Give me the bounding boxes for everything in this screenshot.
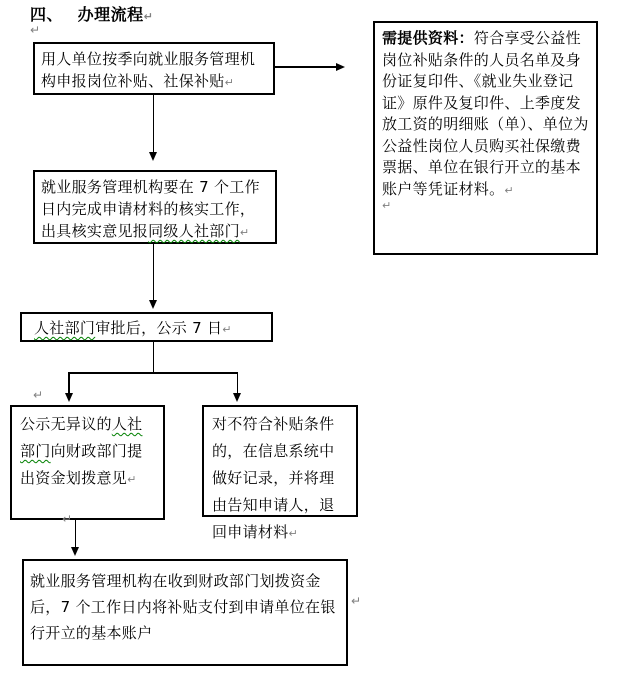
title-text: 办理流程 <box>77 5 144 24</box>
title-number: 四、 <box>30 5 56 24</box>
publicity-wavy-text: 人社部门 <box>34 319 96 337</box>
flow-box-allocate <box>10 405 165 520</box>
paragraph-mark: ↵ <box>224 76 235 89</box>
materials-body: 符合享受公益性岗位补贴条件的人员名单及身份证复印件、《就业失业登记证》原件及复印件、上季度发放工资的明细账（单）、单位为公益性岗位人员购买社保缴费票据、单位在银行开立的基本账户等凭证材料。 <box>382 29 589 198</box>
paragraph-mark: ↵ <box>33 388 44 402</box>
arrow-allocate-to-payment-line <box>75 519 77 548</box>
allocate-wavy-text: 人社部门 <box>20 415 143 460</box>
paragraph-mark: ↵ <box>30 23 41 37</box>
publicity-text: 审批后，公示 7 日 <box>95 319 223 337</box>
materials-label: 需提供资料： <box>382 29 474 47</box>
paragraph-mark: ↵ <box>222 323 232 336</box>
allocate-text-post: 向财政部门提出资金划拨意见 <box>20 442 143 487</box>
page-title <box>30 2 153 25</box>
payment-text: 就业服务管理机构在收到财政部门划拨资金后，7 个工作日内将补贴支付到申请单位在银行开立的基本账户 <box>30 572 336 642</box>
apply-text: 用人单位按季向就业服务管理机构申报岗位补贴、社保补贴 <box>41 50 256 90</box>
arrow-branch-to-allocate-head <box>65 393 73 402</box>
branch-horizontal-line <box>68 372 238 374</box>
reject-text: 对不符合补贴条件的，在信息系统中做好记录，并将理由告知申请人，退回申请材料 <box>212 415 335 541</box>
paragraph-mark: ↵ <box>143 10 154 23</box>
paragraph-mark: ↵ <box>62 512 73 526</box>
allocate-text-pre: 公示无异议的 <box>20 415 112 433</box>
paragraph-mark: ↵ <box>504 183 514 197</box>
paragraph-mark: ↵ <box>382 199 392 212</box>
paragraph-mark: ↵ <box>351 594 362 608</box>
arrow-verify-to-publicity-line <box>153 244 155 301</box>
flow-box-publicity <box>20 312 273 342</box>
arrow-branch-to-allocate-line <box>68 372 70 394</box>
verify-text: 就业服务管理机构要在 7 个工作日内完成申请材料的核实工作，出具核实意见报 <box>41 178 260 240</box>
flow-box-reject <box>202 405 358 541</box>
arrow-apply-to-materials-head <box>336 63 345 71</box>
flow-box-payment <box>22 559 348 666</box>
paragraph-mark: ↵ <box>288 527 299 540</box>
arrow-branch-to-reject-head <box>233 393 241 402</box>
title-gap <box>55 5 78 24</box>
arrow-allocate-to-payment-head <box>71 547 79 556</box>
arrow-apply-to-materials-line <box>273 66 337 68</box>
arrow-apply-to-verify-head <box>149 152 157 161</box>
branch-stem-line <box>153 342 155 373</box>
flow-box-verify <box>33 170 277 244</box>
paragraph-mark: ↵ <box>239 226 250 239</box>
flow-box-apply <box>33 42 275 95</box>
arrow-apply-to-verify-line <box>153 95 155 153</box>
arrow-branch-to-reject-line <box>237 372 239 394</box>
arrow-verify-to-publicity-head <box>149 300 157 309</box>
verify-wavy-text: 同级人社部门 <box>148 222 240 240</box>
info-box-materials <box>373 21 598 255</box>
paragraph-mark: ↵ <box>127 473 137 486</box>
